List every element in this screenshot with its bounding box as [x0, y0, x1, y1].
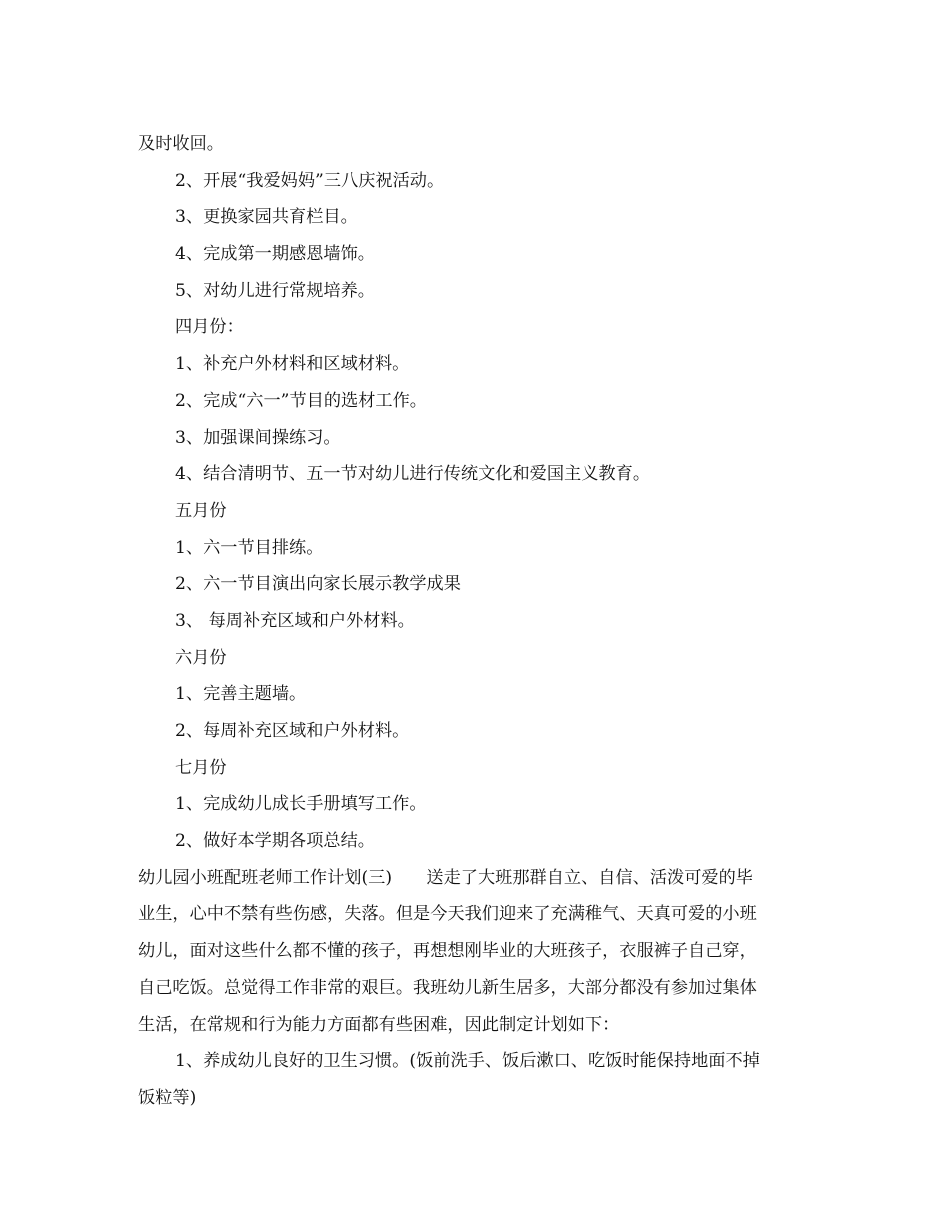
list-item: 3、 每周补充区域和户外材料。 [175, 610, 415, 631]
list-item: 3、更换家园共育栏目。 [175, 207, 358, 228]
list-item: 4、结合清明节、五一节对幼儿进行传统文化和爱国主义教育。 [175, 464, 651, 485]
list-item: 1、完成幼儿成长手册填写工作。 [175, 794, 427, 815]
list-item: 1、完善主题墙。 [175, 684, 307, 705]
list-item: 2、每周补充区域和户外材料。 [175, 721, 410, 741]
list-item: 2、完成“六一”节目的选材工作。 [175, 390, 427, 411]
section-heading-june: 六月份 [175, 647, 227, 668]
list-item: 2、开展“我爱妈妈”三八庆祝活动。 [175, 170, 445, 191]
list-item: 1、补充户外材料和区域材料。 [175, 354, 410, 375]
section-heading-july: 七月份 [175, 757, 227, 778]
document-body [138, 126, 814, 1117]
paragraph-line: 饭粒等) [138, 1087, 197, 1108]
paragraph-line: 业生，心中不禁有些伤感，失落。但是今天我们迎来了充满稚气、天真可爱的小班 [138, 904, 757, 925]
text-line: 及时收回。 [138, 134, 224, 154]
list-item: 3、加强课间操练习。 [175, 427, 341, 448]
list-item: 2、做好本学期各项总结。 [175, 831, 375, 852]
list-item: 4、完成第一期感恩墙饰。 [175, 244, 375, 265]
paragraph-line: 自己吃饭。总觉得工作非常的艰巨。我班幼儿新生居多，大部分都没有参加过集体 [138, 977, 757, 998]
section-heading-april: 四月份： [175, 317, 244, 338]
list-item: 5、对幼儿进行常规培养。 [175, 280, 375, 301]
list-item: 1、养成幼儿良好的卫生习惯。(饭前洗手、饭后漱口、吃饭时能保持地面不掉 [175, 1051, 760, 1072]
list-item: 2、六一节目演出向家长展示教学成果 [175, 574, 461, 595]
list-item: 1、六一节目排练。 [175, 537, 324, 558]
plan-title-line: 幼儿园小班配班老师工作计划(三) 送走了大班那群自立、自信、活泼可爱的毕 [138, 867, 753, 888]
paragraph-line: 幼儿，面对这些什么都不懂的孩子，再想想刚毕业的大班孩子，衣服裤子自己穿， [138, 941, 757, 962]
paragraph-line: 生活，在常规和行为能力方面都有些困难，因此制定计划如下： [138, 1014, 620, 1035]
section-heading-may: 五月份 [175, 500, 227, 521]
